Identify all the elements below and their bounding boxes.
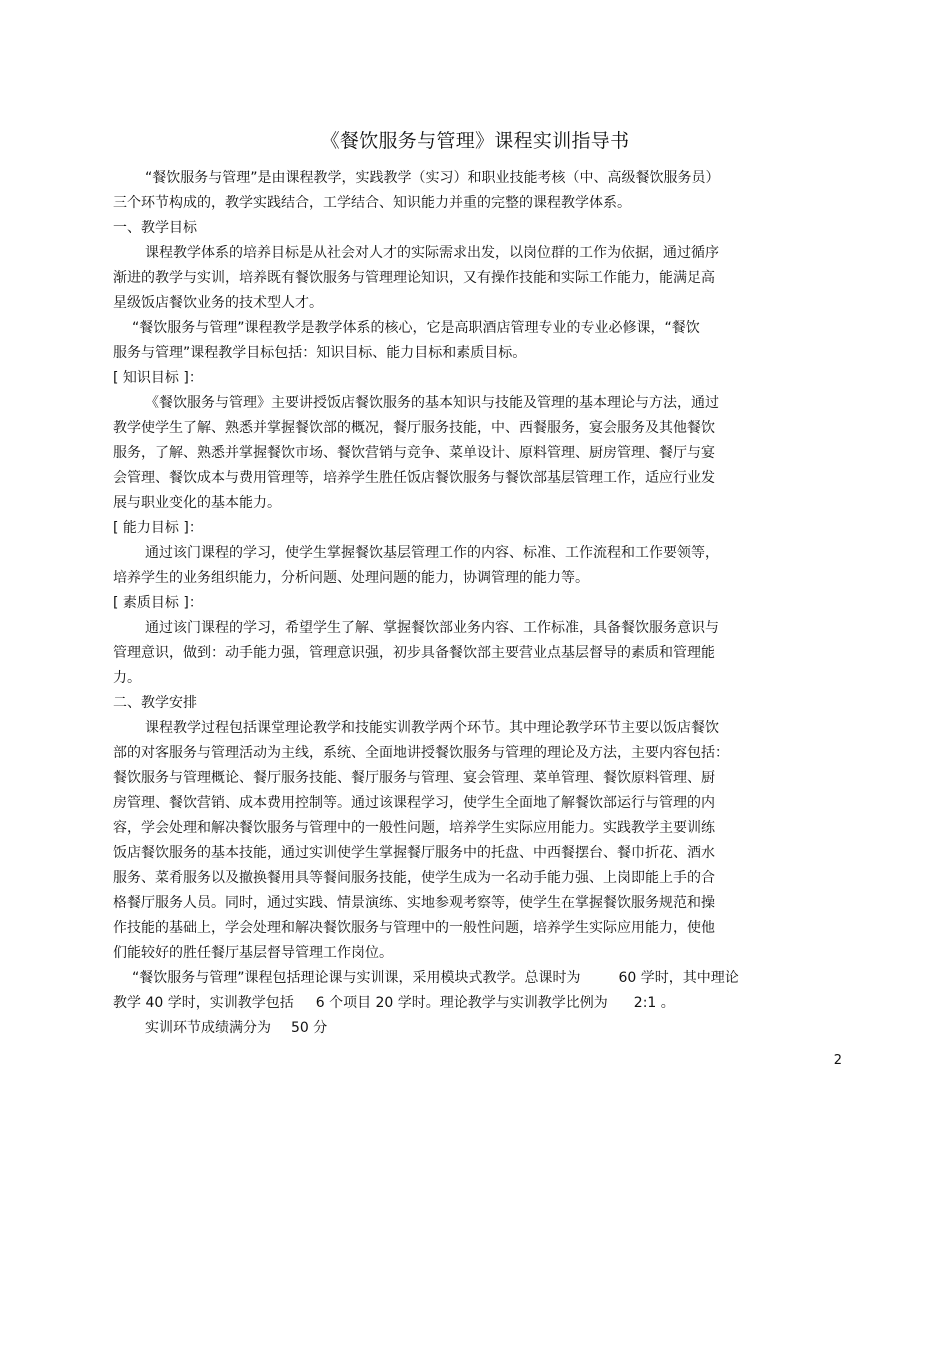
paragraph-line: 三个环节构成的，教学实践结合，工学结合、知识能力并重的完整的课程教学体系。: [113, 195, 631, 211]
paragraph-line: 们能较好的胜任餐厅基层督导管理工作岗位。: [113, 945, 393, 961]
paragraph-line: 服务与管理”课程教学目标包括：知识目标、能力目标和素质目标。: [113, 345, 527, 361]
paragraph-line: 教学使学生了解、熟悉并掌握餐饮部的概况，餐厅服务技能，中、西餐服务，宴会服务及其他餐饮: [113, 420, 715, 436]
paragraph-line: 力。: [113, 670, 141, 686]
paragraph-line: 培养学生的业务组织能力，分析问题、处理问题的能力，协调管理的能力等。: [113, 570, 589, 586]
subsection-heading: [ 知识目标 ]：: [113, 370, 203, 386]
subsection-heading: [ 素质目标 ]：: [113, 595, 203, 611]
page-number: 2: [833, 1053, 842, 1068]
paragraph-line: “餐饮服务与管理”课程教学是教学体系的核心，它是高职酒店管理专业的专业必修课，“餐饮: [132, 320, 700, 336]
subsection-heading: [ 能力目标 ]：: [113, 520, 203, 536]
paragraph-line: 服务、菜肴服务以及撤换餐用具等餐间服务技能，使学生成为一名动手能力强、上岗即能上手的合: [113, 870, 715, 886]
hours-text-d: 6 个项目 20 学时。理论教学与实训教学比例为: [315, 995, 608, 1011]
paragraph-line: 渐进的教学与实训，培养既有餐饮服务与管理理论知识，又有操作技能和实际工作能力，能满足高: [113, 270, 715, 286]
paragraph-line: 展与职业变化的基本能力。: [113, 495, 281, 511]
document-title: 《餐饮服务与管理》课程实训指导书: [320, 130, 630, 152]
paragraph-line: “餐饮服务与管理”是由课程教学，实践教学（实习）和职业技能考核（中、高级餐饮服务员）: [145, 170, 720, 186]
paragraph-line: 星级饭店餐饮业务的技术型人才。: [113, 295, 323, 311]
score-line: [145, 1018, 327, 1038]
paragraph-line: 《餐饮服务与管理》主要讲授饭店餐饮服务的基本知识与技能及管理的基本理论与方法，通过: [145, 395, 719, 411]
section-heading: 一、教学目标: [113, 220, 197, 236]
score-text-b: 50 分: [291, 1020, 328, 1036]
paragraph-line: 部的对客服务与管理活动为主线，系统、全面地讲授餐饮服务与管理的理论及方法，主要内容包括：: [113, 745, 729, 761]
hours-line: [132, 968, 739, 988]
hours-line-2: [113, 993, 675, 1013]
paragraph-line: 服务，了解、熟悉并掌握餐饮市场、餐饮营销与竞争、菜单设计、原料管理、厨房管理、餐厅与宴: [113, 445, 715, 461]
hours-text-b: 60 学时，其中理论: [618, 970, 739, 986]
paragraph-line: 餐饮服务与管理概论、餐厅服务技能、餐厅服务与管理、宴会管理、菜单管理、餐饮原料管理、厨: [113, 770, 715, 786]
paragraph-line: 作技能的基础上，学会处理和解决餐饮服务与管理中的一般性问题，培养学生实际应用能力，使他: [113, 920, 715, 936]
paragraph-line: 通过该门课程的学习，使学生掌握餐饮基层管理工作的内容、标准、工作流程和工作要领等，: [145, 545, 719, 561]
paragraph-line: 格餐厅服务人员。同时，通过实践、情景演练、实地参观考察等，使学生在掌握餐饮服务规范和操: [113, 895, 715, 911]
hours-text-a: “餐饮服务与管理”课程包括理论课与实训课，采用模块式教学。总课时为: [132, 970, 581, 986]
paragraph-line: 通过该门课程的学习，希望学生了解、掌握餐饮部业务内容、工作标准，具备餐饮服务意识与: [145, 620, 719, 636]
paragraph-line: 会管理、餐饮成本与费用管理等，培养学生胜任饭店餐饮服务与餐饮部基层管理工作，适应行业发: [113, 470, 715, 486]
paragraph-line: 管理意识，做到：动手能力强，管理意识强，初步具备餐饮部主要营业点基层督导的素质和管理能: [113, 645, 715, 661]
paragraph-line: 课程教学体系的培养目标是从社会对人才的实际需求出发，以岗位群的工作为依据，通过循序: [145, 245, 719, 261]
hours-text-c: 教学 40 学时，实训教学包括: [113, 995, 294, 1011]
section-heading: 二、教学安排: [113, 695, 197, 711]
paragraph-line: 课程教学过程包括课堂理论教学和技能实训教学两个环节。其中理论教学环节主要以饭店餐饮: [145, 720, 719, 736]
score-text-a: 实训环节成绩满分为: [145, 1020, 271, 1036]
paragraph-line: 容，学会处理和解决餐饮服务与管理中的一般性问题，培养学生实际应用能力。实践教学主要训练: [113, 820, 715, 836]
paragraph-line: 房管理、餐饮营销、成本费用控制等。通过该课程学习，使学生全面地了解餐饮部运行与管理的内: [113, 795, 715, 811]
paragraph-line: 饭店餐饮服务的基本技能，通过实训使学生掌握餐厅服务中的托盘、中西餐摆台、餐巾折花、酒水: [113, 845, 715, 861]
hours-text-e: 2:1 。: [633, 995, 675, 1011]
